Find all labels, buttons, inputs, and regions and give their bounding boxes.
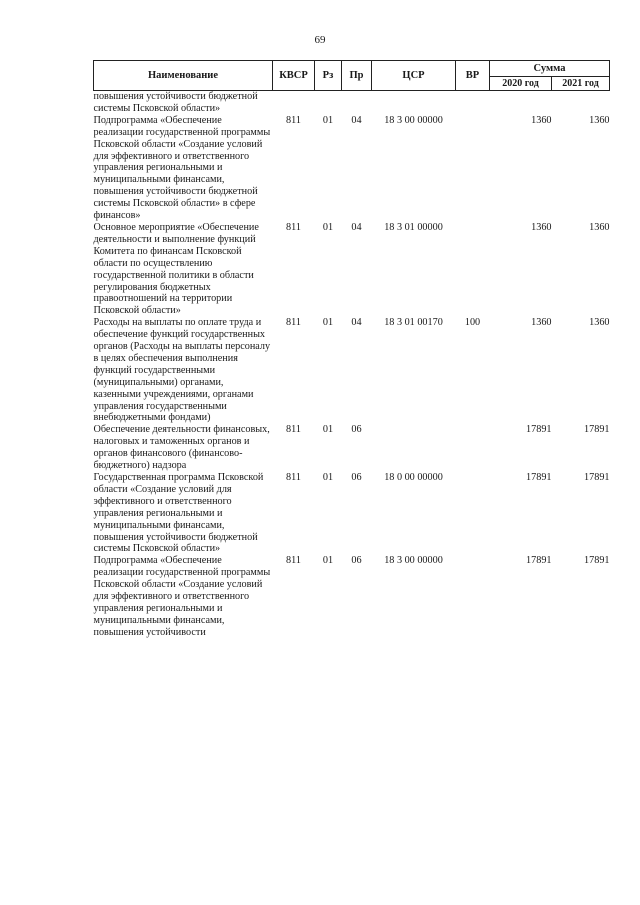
header-sum: Сумма xyxy=(490,61,610,77)
row-name: повышения устойчивости бюджетной системы Псковской области» xyxy=(93,91,258,114)
row-kvsr xyxy=(273,91,315,115)
table-body xyxy=(94,91,610,639)
row-sum-2020: 17891 xyxy=(526,555,552,567)
row-sum-2020 xyxy=(490,91,552,115)
table-row xyxy=(94,472,610,555)
row-csr: 18 3 01 00170 xyxy=(384,317,443,329)
row-name: Расходы на выплаты по оплате труда и обеспечение функций государственных органов (Расходы на выплаты персоналу в целях обеспечения выполнения функций государственными (муниципальными) органами, казенными учреждениями, органами управления государственными внебюджетными фондами) xyxy=(93,317,271,424)
table-header xyxy=(94,61,610,91)
row-vr xyxy=(456,555,490,638)
page-number: 69 xyxy=(314,34,326,46)
row-sum-2021: 17891 xyxy=(584,555,610,567)
row-sum-2020: 17891 xyxy=(526,472,552,483)
row-rz: 01 xyxy=(322,221,334,233)
header-year-2020: 2020 год xyxy=(490,77,552,91)
row-sum-2021: 1360 xyxy=(589,317,610,329)
header-vr: ВР xyxy=(456,61,490,91)
row-kvsr: 811 xyxy=(286,114,301,126)
header-name: Наименование xyxy=(94,61,273,91)
row-sum-2021: 1360 xyxy=(589,221,610,233)
row-rz: 01 xyxy=(322,472,334,483)
row-sum-2021: 17891 xyxy=(584,424,610,436)
row-vr xyxy=(456,424,490,472)
budget-table xyxy=(93,60,610,639)
row-csr: 18 3 00 00000 xyxy=(384,114,443,126)
row-vr: 100 xyxy=(464,317,481,329)
row-sum-2020: 1360 xyxy=(531,114,552,126)
row-sum-2020: 1360 xyxy=(531,317,552,329)
row-rz xyxy=(315,91,342,115)
header-year-2021: 2021 год xyxy=(552,77,610,91)
row-rz: 01 xyxy=(322,424,334,436)
row-rz: 01 xyxy=(322,114,334,126)
row-sum-2021: 1360 xyxy=(589,114,610,126)
row-name: Подпрограмма «Обеспечение реализации государственной программы Псковской области «Создание условий для эффективного и ответственного управления региональными и муниципальными финансами, повышения устойчивости xyxy=(93,555,271,638)
row-rz: 01 xyxy=(322,555,334,567)
row-kvsr: 811 xyxy=(286,221,301,233)
row-rz: 01 xyxy=(322,317,334,329)
table-row xyxy=(94,317,610,424)
table-row xyxy=(94,222,610,317)
row-pr: 04 xyxy=(351,114,362,126)
row-sum-2021 xyxy=(552,91,610,115)
row-sum-2020: 17891 xyxy=(526,424,552,436)
row-kvsr: 811 xyxy=(286,472,301,483)
row-sum-2021: 17891 xyxy=(584,472,610,483)
row-csr: 18 3 00 00000 xyxy=(384,555,443,567)
table-row xyxy=(94,91,610,115)
row-csr xyxy=(372,424,456,472)
header-kvsr: КВСР xyxy=(273,61,315,91)
row-pr: 04 xyxy=(351,221,362,233)
row-name: Подпрограмма «Обеспечение реализации государственной программы Псковской области «Создание условий для эффективного и ответственного управления региональными и муниципальными финансами, повышения устойчивости бюджетной системы Псковской области» в сфере финансов» xyxy=(93,114,271,222)
row-csr: 18 0 00 00000 xyxy=(384,472,443,483)
row-sum-2020: 1360 xyxy=(531,221,552,233)
row-vr xyxy=(456,91,490,115)
table-row xyxy=(94,115,610,222)
row-csr xyxy=(372,91,456,115)
row-name: Государственная программа Псковской области «Создание условий для эффективного и ответственного управления региональными и муниципальными финансами, повышения устойчивости бюджетной системы Псковской области» xyxy=(93,472,264,555)
header-pr: Пр xyxy=(342,61,372,91)
row-vr xyxy=(456,222,490,317)
row-csr: 18 3 01 00000 xyxy=(384,221,443,233)
row-kvsr: 811 xyxy=(286,424,301,436)
header-rz: Рз xyxy=(315,61,342,91)
header-csr: ЦСР xyxy=(372,61,456,91)
row-pr: 06 xyxy=(351,424,362,436)
row-name: Основное мероприятие «Обеспечение деятельности и выполнение функций Комитета по финансам Псковской области по осуществлению государственной политики в области регулирования бюджетных правоотношений на территории Псковской области» xyxy=(93,221,259,317)
row-kvsr: 811 xyxy=(286,317,301,329)
row-name: Обеспечение деятельности финансовых, налоговых и таможенных органов и органов финансового (финансово-бюджетного) надзора xyxy=(93,424,270,472)
row-vr xyxy=(456,115,490,222)
row-pr: 04 xyxy=(351,317,362,329)
row-pr: 06 xyxy=(351,555,362,567)
row-pr: 06 xyxy=(351,472,362,483)
row-vr xyxy=(456,472,490,555)
row-pr xyxy=(342,91,372,115)
table-row xyxy=(94,424,610,472)
row-kvsr: 811 xyxy=(286,555,301,567)
table-row xyxy=(94,555,610,638)
